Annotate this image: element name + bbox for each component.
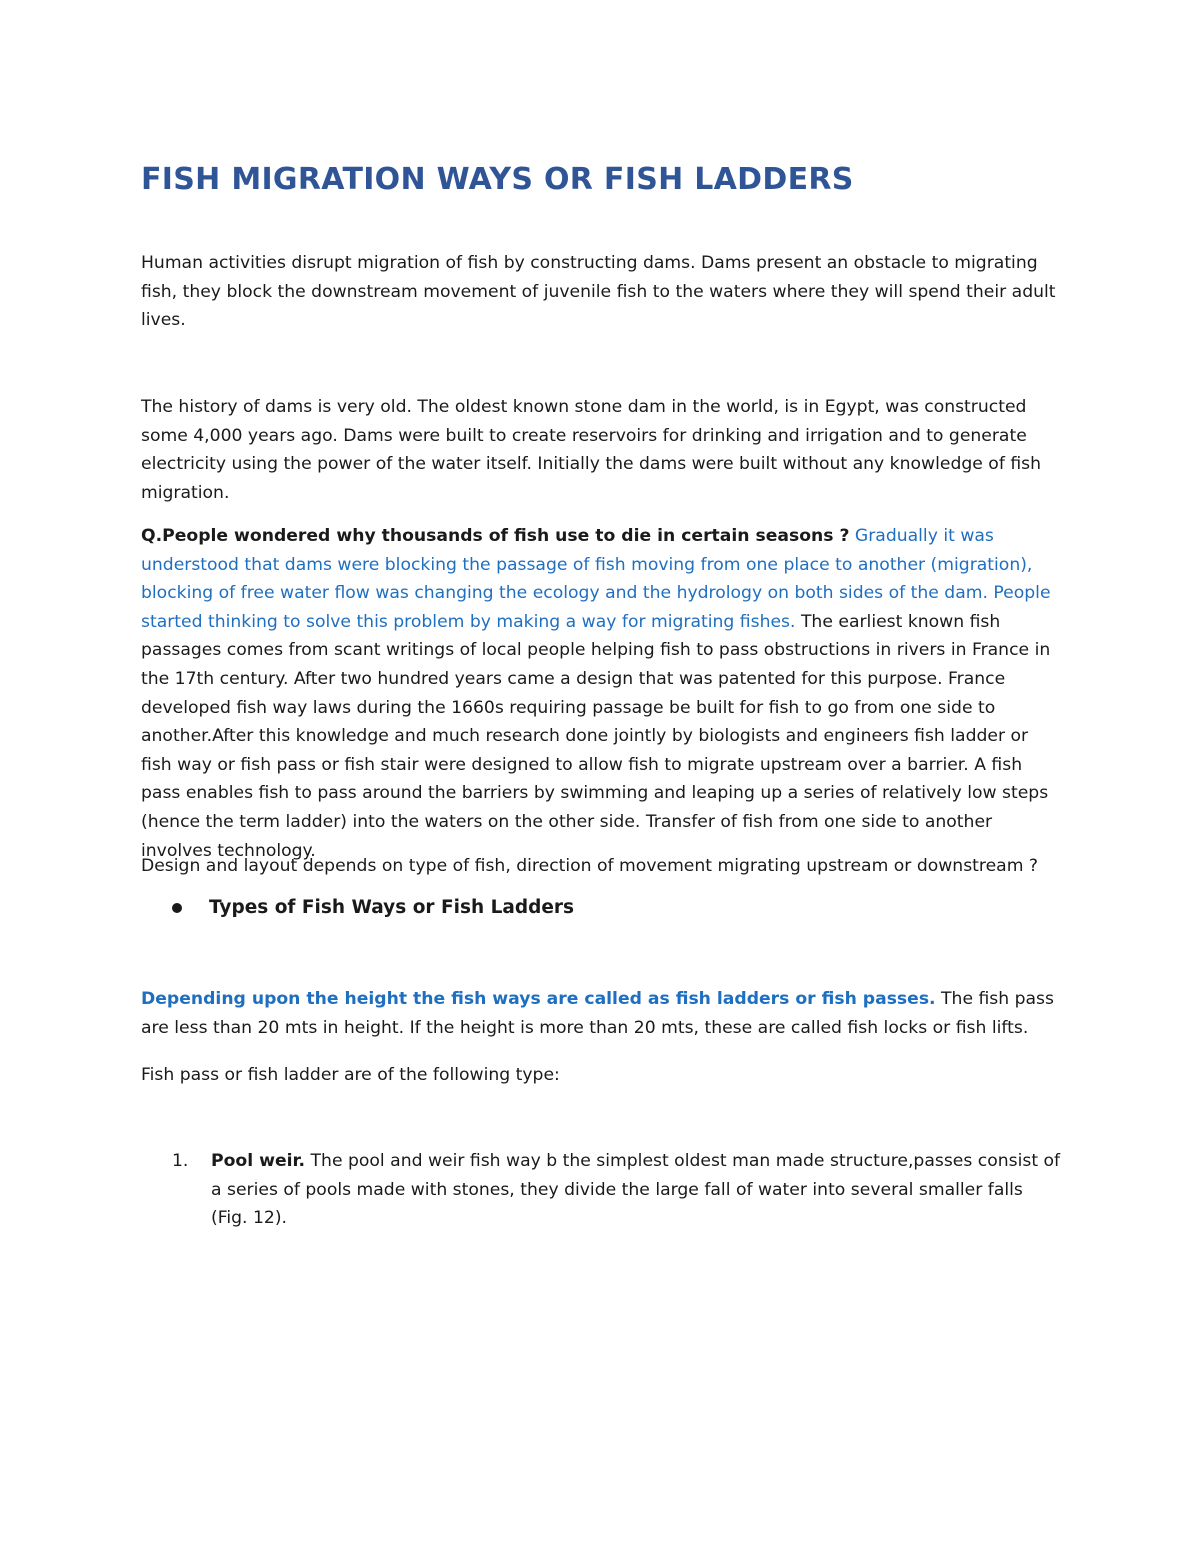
document-title: FISH MIGRATION WAYS OR FISH LADDERS: [141, 162, 854, 197]
highlighted-explanation: Gradually it was understood that dams were blocking the passage of fish moving from one place to another (migration), blocking of free water flow was changing the ecology and the hydrology on both sides of the dam. People started thinking to solve this problem by making a way for migrating fishes.: [141, 526, 1051, 632]
list-term: Pool weir.: [211, 1151, 306, 1171]
question-text: Q.People wondered why thousands of fish use to die in certain seasons ?: [141, 526, 850, 546]
intro-paragraph: Human activities disrupt migration of fish by constructing dams. Dams present an obstacle to migrating fish, they block the downstream movement of juvenile fish to the waters where they will spend their adult lives.: [141, 253, 1056, 331]
section-heading: Types of Fish Ways or Fish Ladders: [209, 897, 575, 918]
list-body: [211, 1147, 1062, 1233]
section-bullet: [172, 897, 574, 918]
history-details: The earliest known fish passages comes from scant writings of local people helping fish to pass obstructions in rivers in France in the 17th century. After two hundred years came a design that was patented for this purpose. France developed fish way laws during the 1660s requiring passage be built for fish to go from one side to another.After this knowledge and much research done jointly by biologists and engineers fish ladder or fish way or fish pass or fish stair were designed to allow fish to migrate upstream over a barrier. A fish pass enables fish to pass around the barriers by swimming and leaping up a series of relatively low steps (hence the term ladder) into the waters on the other side. Transfer of fish from one side to another involves technology.: [141, 611, 1051, 861]
design-paragraph: Design and layout depends on type of fish, direction of movement migrating upstream or downstream ?: [141, 856, 1039, 876]
height-paragraph: [141, 985, 1061, 1042]
height-highlight: Depending upon the height the fish ways are called as fish ladders or fish passes.: [141, 989, 936, 1009]
height-details: The fish pass are less than 20 mts in height. If the height is more than 20 mts, these are called fish locks or fish lifts.: [141, 989, 1054, 1038]
list-number: 1.: [172, 1151, 189, 1171]
list-item: [172, 1147, 1062, 1233]
history-paragraph: The history of dams is very old. The oldest known stone dam in the world, is in Egypt, was constructed some 4,000 years ago. Dams were built to create reservoirs for drinking and irrigation and to generate electricity using the power of the water itself. Initially the dams were built without any knowledge of fish migration.: [141, 397, 1042, 503]
types-intro: Fish pass or fish ladder are of the following type:: [141, 1065, 560, 1085]
question-paragraph: [141, 522, 1061, 865]
list-text: The pool and weir fish way b the simplest oldest man made structure,passes consist of a series of pools made with stones, they divide the large fall of water into several smaller falls (Fig. 12).: [211, 1151, 1061, 1229]
bullet-icon: [172, 903, 182, 913]
